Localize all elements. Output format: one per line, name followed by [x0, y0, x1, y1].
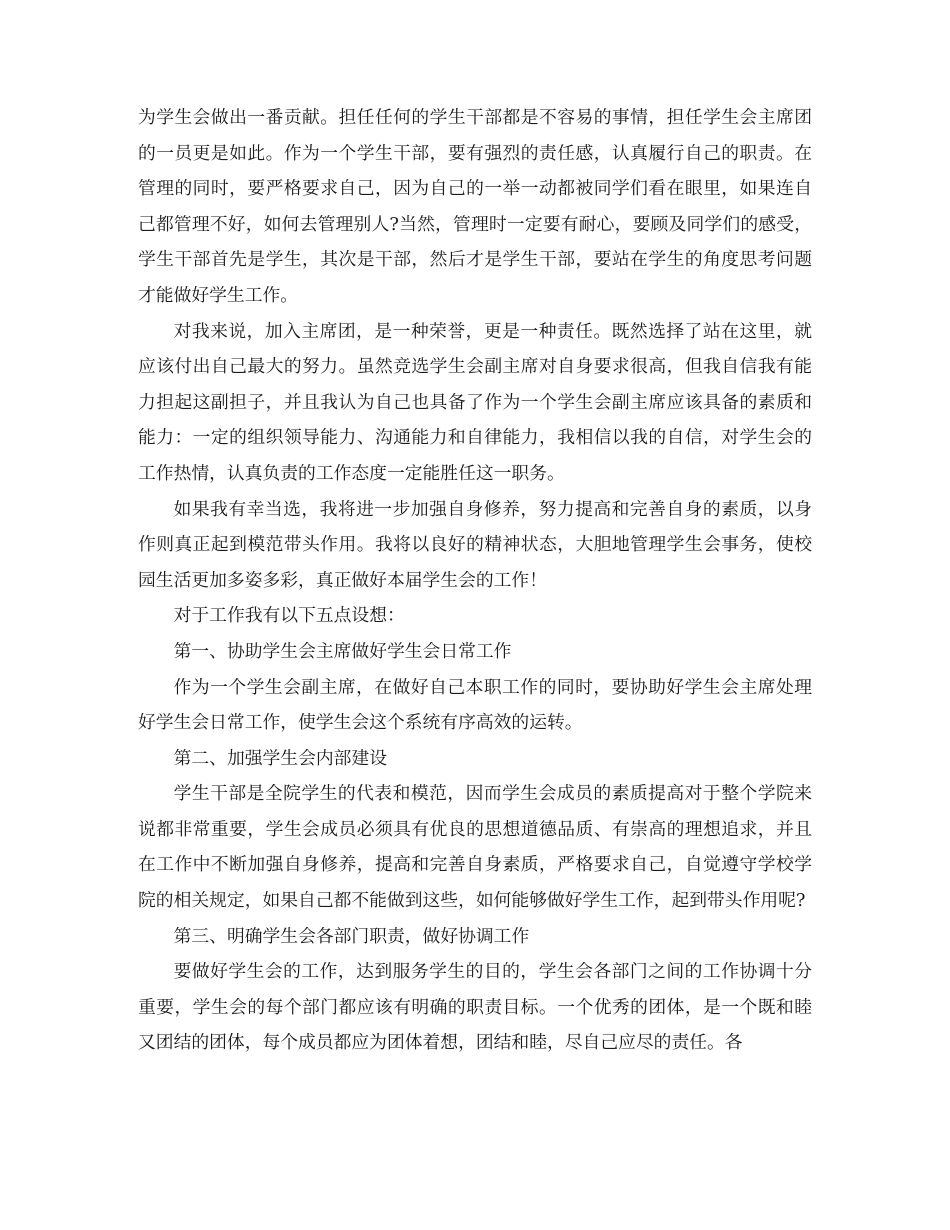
section-heading-2: 第二、加强学生会内部建设 — [173, 747, 387, 769]
section-heading-3: 第三、明确学生会各部门职责，做好协调工作 — [173, 925, 530, 947]
paragraph-7: 要做好学生会的工作，达到服务学生的目的，学生会各部门之间的工作协调十分重要，学生会的每个部门都应该有明确的职责目标。一个优秀的团体，是一个既和睦又团结的团体，每个成员都应为团体着想，团结和睦，尽自己应尽的责任。各 — [138, 961, 812, 1054]
paragraph-5: 作为一个学生会副主席，在做好自己本职工作的同时，要协助好学生会主席处理好学生会日常工作，使学生会这个系统有序高效的运转。 — [138, 676, 812, 734]
paragraph-6: 学生干部是全院学生的代表和模范，因而学生会成员的素质提高对于整个学院来说都非常重要，学生会成员必须具有优良的思想道德品质、有崇高的理想追求，并且在工作中不断加强自身修养，提高和完善自身素质，严格要求自己，自觉遵守学校学院的相关规定，如果自己都不能做到这些，如何能够做好学生工作，起到带头作用呢? — [138, 783, 812, 912]
paragraph-2: 对我来说，加入主席团，是一种荣誉，更是一种责任。既然选择了站在这里，就应该付出自己最大的努力。虽然竞选学生会副主席对自身要求很高，但我自信我有能力担起这副担子，并且我认为自己也具备了作为一个学生会副主席应该具备的素质和能力：一定的组织领导能力、沟通能力和自律能力，我相信以我的自信，对学生会的工作热情，认真负责的工作态度一定能胜任这一职务。 — [138, 320, 812, 484]
paragraph-1: 为学生会做出一番贡献。担任任何的学生干部都是不容易的事情，担任学生会主席团的一员更是如此。作为一个学生干部，要有强烈的责任感，认真履行自己的职责。在管理的同时，要严格要求自己，因为自己的一举一动都被同学们看在眼里，如果连自己都管理不好，如何去管理别人?当然，管理时一定要有耐心，要顾及同学们的感受，学生干部首先是学生，其次是干部，然后才是学生干部，要站在学生的角度思考问题才能做好学生工作。 — [138, 107, 812, 306]
paragraph-3: 如果我有幸当选，我将进一步加强自身修养，努力提高和完善自身的素质，以身作则真正起到模范带头作用。我将以良好的精神状态，大胆地管理学生会事务，使校园生活更加多姿多彩，真正做好本届学生会的工作！ — [138, 498, 812, 591]
section-heading-1: 第一、协助学生会主席做好学生会日常工作 — [173, 640, 512, 662]
document-body — [138, 100, 812, 1061]
paragraph-4: 对于工作我有以下五点设想： — [173, 605, 405, 627]
